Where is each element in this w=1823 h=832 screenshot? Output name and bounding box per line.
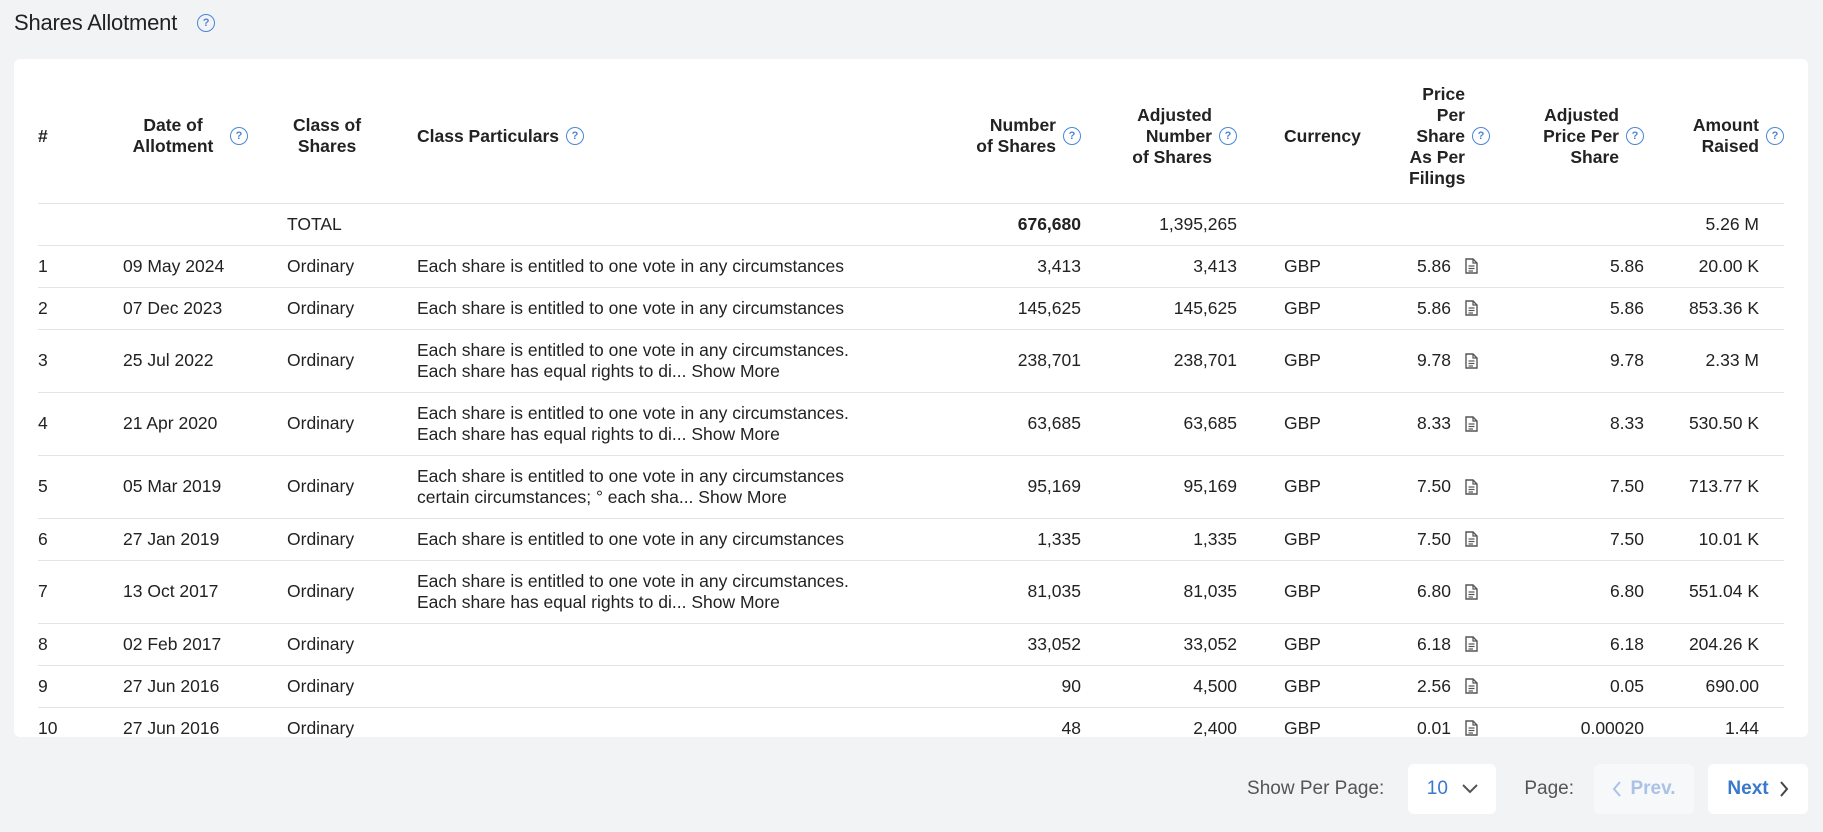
header-adjusted-number-label: Adjusted Number of Shares	[1132, 104, 1212, 167]
header-adjusted-price-label: Adjusted Price Per Share	[1543, 104, 1619, 167]
show-more-link[interactable]: Show More	[691, 360, 780, 381]
row-price-value: 0.01	[1416, 717, 1451, 738]
row-adjusted-price: 7.50	[1490, 518, 1644, 560]
row-price	[1347, 392, 1490, 455]
row-currency: GBP	[1237, 392, 1347, 455]
document-icon[interactable]	[1465, 678, 1478, 694]
row-particulars-text: Each share is entitled to one vote in any circumstances certain circumstances; ° each sha...	[417, 465, 845, 507]
header-class[interactable]	[287, 70, 417, 203]
row-index: 3	[38, 329, 123, 392]
row-price	[1347, 623, 1490, 665]
header-date-label: Date of Allotment	[132, 115, 214, 157]
header-particulars-label: Class Particulars	[417, 125, 560, 146]
header-index: #	[38, 70, 123, 203]
row-adjusted-price: 8.33	[1490, 392, 1644, 455]
page-title: Shares Allotment	[14, 10, 178, 35]
row-particulars	[417, 665, 917, 707]
table-row	[38, 623, 1784, 665]
table-row	[38, 518, 1784, 560]
row-index: 6	[38, 518, 123, 560]
pagination-bar	[1247, 763, 1808, 815]
row-particulars	[417, 560, 917, 623]
per-page-label: Show Per Page:	[1247, 778, 1385, 799]
per-page-value: 10	[1426, 778, 1448, 799]
row-particulars	[417, 392, 917, 455]
row-currency: GBP	[1237, 287, 1347, 329]
header-amount[interactable]	[1644, 70, 1784, 203]
question-circle-icon[interactable]: ?	[1626, 127, 1644, 145]
row-price-value: 5.86	[1416, 255, 1451, 276]
row-currency: GBP	[1237, 560, 1347, 623]
row-adjusted-number: 81,035	[1081, 560, 1237, 623]
row-currency: GBP	[1284, 717, 1321, 738]
row-number: 95,169	[917, 455, 1081, 518]
row-price	[1347, 560, 1490, 623]
question-circle-icon[interactable]: ?	[1472, 127, 1490, 145]
row-particulars	[417, 707, 917, 749]
total-row	[38, 203, 1784, 245]
row-index: 2	[38, 287, 123, 329]
chevron-left-icon	[1612, 781, 1622, 797]
row-amount: 713.77 K	[1644, 455, 1784, 518]
row-amount: 204.26 K	[1644, 623, 1784, 665]
row-number: 48	[1061, 717, 1081, 738]
question-circle-icon[interactable]: ?	[566, 127, 584, 145]
table-row	[38, 245, 1784, 287]
row-class: Ordinary	[287, 245, 417, 287]
table-row	[38, 707, 1784, 749]
row-adjusted-price: 5.86	[1490, 287, 1644, 329]
row-price-value: 6.18	[1416, 633, 1451, 654]
row-adjusted-number: 4,500	[1081, 665, 1237, 707]
page-label: Page:	[1524, 778, 1574, 799]
row-price	[1347, 707, 1490, 749]
row-class: Ordinary	[287, 665, 417, 707]
document-icon[interactable]	[1465, 584, 1478, 600]
row-price	[1347, 665, 1490, 707]
header-class-label: Class of Shares	[292, 115, 362, 157]
table-row	[38, 455, 1784, 518]
row-index: 7	[38, 560, 123, 623]
row-class: Ordinary	[287, 518, 417, 560]
row-price	[1347, 455, 1490, 518]
row-class: Ordinary	[287, 392, 417, 455]
table-row	[38, 665, 1784, 707]
next-button[interactable]	[1708, 764, 1808, 814]
row-number: 63,685	[917, 392, 1081, 455]
question-circle-icon[interactable]: ?	[1766, 127, 1784, 145]
row-particulars-text: Each share is entitled to one vote in any circumstances. Each share has equal rights to di...	[417, 402, 849, 444]
row-adjusted-price: 7.50	[1490, 455, 1644, 518]
row-amount: 551.04 K	[1644, 560, 1784, 623]
row-class: Ordinary	[287, 287, 417, 329]
document-icon[interactable]	[1465, 416, 1478, 432]
row-number: 1,335	[917, 518, 1081, 560]
prev-button[interactable]	[1594, 764, 1694, 814]
row-number: 238,701	[917, 329, 1081, 392]
row-currency: GBP	[1237, 623, 1347, 665]
header-price-per-share-label: Price Per Share As Per Filings	[1409, 83, 1466, 188]
row-date: 02 Feb 2017	[123, 623, 287, 665]
header-number[interactable]	[917, 70, 1081, 203]
next-label: Next	[1727, 778, 1769, 799]
header-adjusted-price[interactable]	[1490, 70, 1644, 203]
header-particulars[interactable]	[417, 70, 917, 203]
row-amount: 690.00	[1644, 665, 1784, 707]
shares-allotment-card	[14, 59, 1808, 737]
row-adjusted-price: 0.00020	[1580, 717, 1644, 738]
row-number: 3,413	[917, 245, 1081, 287]
row-adjusted-price: 6.80	[1490, 560, 1644, 623]
row-price-value: 7.50	[1416, 528, 1451, 549]
row-number: 33,052	[917, 623, 1081, 665]
row-class: Ordinary	[287, 329, 417, 392]
row-particulars	[417, 518, 917, 560]
table-row	[38, 560, 1784, 623]
row-date: 05 Mar 2019	[123, 455, 287, 518]
show-more-link[interactable]: Show More	[698, 486, 787, 507]
table-row	[38, 392, 1784, 455]
document-icon[interactable]	[1465, 720, 1478, 736]
show-more-link[interactable]: Show More	[691, 423, 780, 444]
row-adjusted-number: 2,400	[1193, 717, 1237, 738]
document-icon[interactable]	[1465, 258, 1478, 274]
row-amount: 20.00 K	[1644, 245, 1784, 287]
header-currency[interactable]	[1237, 70, 1361, 203]
row-amount: 1.44	[1724, 717, 1759, 738]
row-price-value: 5.86	[1416, 297, 1451, 318]
row-currency: GBP	[1237, 665, 1347, 707]
row-class: Ordinary	[287, 623, 417, 665]
header-price-per-share[interactable]	[1347, 70, 1490, 203]
row-particulars-text: Each share is entitled to one vote in any circumstances	[417, 255, 845, 276]
header-adjusted-number[interactable]	[1081, 70, 1237, 203]
header-number-label: Number of Shares	[976, 115, 1056, 157]
row-currency: GBP	[1237, 329, 1347, 392]
row-adjusted-price: 0.05	[1490, 665, 1644, 707]
row-adjusted-number: 63,685	[1081, 392, 1237, 455]
total-label: TOTAL	[287, 203, 417, 245]
document-icon[interactable]	[1465, 300, 1478, 316]
row-price-value: 7.50	[1416, 476, 1451, 496]
row-currency: GBP	[1237, 455, 1347, 518]
chevron-right-icon	[1779, 781, 1789, 797]
row-number: 81,035	[917, 560, 1081, 623]
row-adjusted-number: 3,413	[1081, 245, 1237, 287]
row-adjusted-number: 145,625	[1081, 287, 1237, 329]
table-row	[38, 329, 1784, 392]
question-circle-icon[interactable]: ?	[230, 127, 248, 145]
question-circle-icon[interactable]: ?	[1063, 127, 1081, 145]
row-particulars	[417, 329, 917, 392]
row-amount: 10.01 K	[1644, 518, 1784, 560]
row-adjusted-price: 6.18	[1490, 623, 1644, 665]
shares-allotment-table	[38, 70, 1784, 749]
row-date: 13 Oct 2017	[123, 560, 287, 623]
row-adjusted-number: 95,169	[1081, 455, 1237, 518]
row-class: Ordinary	[287, 560, 417, 623]
row-price	[1347, 518, 1490, 560]
row-particulars	[417, 287, 917, 329]
row-particulars-text: Each share is entitled to one vote in any circumstances. Each share has equal rights to di...	[417, 570, 849, 612]
row-adjusted-price: 5.86	[1490, 245, 1644, 287]
table-row	[38, 287, 1784, 329]
prev-label: Prev.	[1630, 778, 1676, 799]
row-currency: GBP	[1237, 245, 1347, 287]
document-icon[interactable]	[1465, 636, 1478, 652]
row-particulars	[417, 455, 917, 518]
row-class: Ordinary	[287, 717, 355, 738]
header-amount-label: Amount Raised	[1692, 115, 1759, 157]
row-amount: 853.36 K	[1644, 287, 1784, 329]
row-particulars	[417, 245, 917, 287]
document-icon[interactable]	[1465, 531, 1478, 547]
row-date: 21 Apr 2020	[123, 392, 287, 455]
row-date: 27 Jun 2016	[123, 717, 220, 738]
row-adjusted-number: 33,052	[1081, 623, 1237, 665]
row-particulars	[417, 623, 917, 665]
chevron-down-icon	[1462, 784, 1478, 794]
row-particulars-text: Each share is entitled to one vote in any circumstances	[417, 528, 845, 549]
row-index: 5	[38, 455, 123, 518]
row-class: Ordinary	[287, 455, 417, 518]
row-index: 9	[38, 665, 123, 707]
question-circle-icon[interactable]: ?	[197, 14, 215, 32]
row-amount: 2.33 M	[1644, 329, 1784, 392]
row-adjusted-price: 9.78	[1490, 329, 1644, 392]
row-price-value: 9.78	[1416, 350, 1451, 370]
per-page-select[interactable]	[1408, 764, 1496, 814]
row-date: 09 May 2024	[123, 245, 287, 287]
row-amount: 530.50 K	[1644, 392, 1784, 455]
total-adjusted-number: 1,395,265	[1081, 203, 1237, 245]
row-currency: GBP	[1237, 518, 1347, 560]
row-price	[1347, 329, 1490, 392]
row-price	[1347, 287, 1490, 329]
row-price	[1347, 245, 1490, 287]
row-number: 90	[917, 665, 1081, 707]
row-date: 27 Jun 2016	[123, 665, 287, 707]
row-adjusted-number: 238,701	[1081, 329, 1237, 392]
row-date: 25 Jul 2022	[123, 329, 287, 392]
row-index: 4	[38, 392, 123, 455]
row-price-value: 2.56	[1416, 675, 1451, 696]
row-date: 07 Dec 2023	[123, 287, 287, 329]
total-amount: 5.26 M	[1644, 203, 1784, 245]
table-header-row	[38, 70, 1784, 203]
row-number: 145,625	[917, 287, 1081, 329]
show-more-link[interactable]: Show More	[691, 591, 780, 612]
row-index: 1	[38, 245, 123, 287]
title-bar	[14, 8, 215, 38]
total-number: 676,680	[917, 203, 1081, 245]
document-icon[interactable]	[1465, 479, 1478, 495]
header-currency-label: Currency	[1284, 125, 1361, 146]
row-price-value: 6.80	[1416, 581, 1451, 601]
row-price-value: 8.33	[1416, 413, 1451, 433]
row-adjusted-number: 1,335	[1081, 518, 1237, 560]
row-particulars-text: Each share is entitled to one vote in any circumstances	[417, 297, 845, 318]
document-icon[interactable]	[1465, 353, 1478, 369]
row-particulars-text: Each share is entitled to one vote in any circumstances. Each share has equal rights to di...	[417, 339, 849, 381]
row-index: 8	[38, 623, 123, 665]
row-date: 27 Jan 2019	[123, 518, 287, 560]
question-circle-icon[interactable]: ?	[1219, 127, 1237, 145]
header-date[interactable]	[123, 70, 287, 203]
row-index: 10	[38, 717, 58, 738]
